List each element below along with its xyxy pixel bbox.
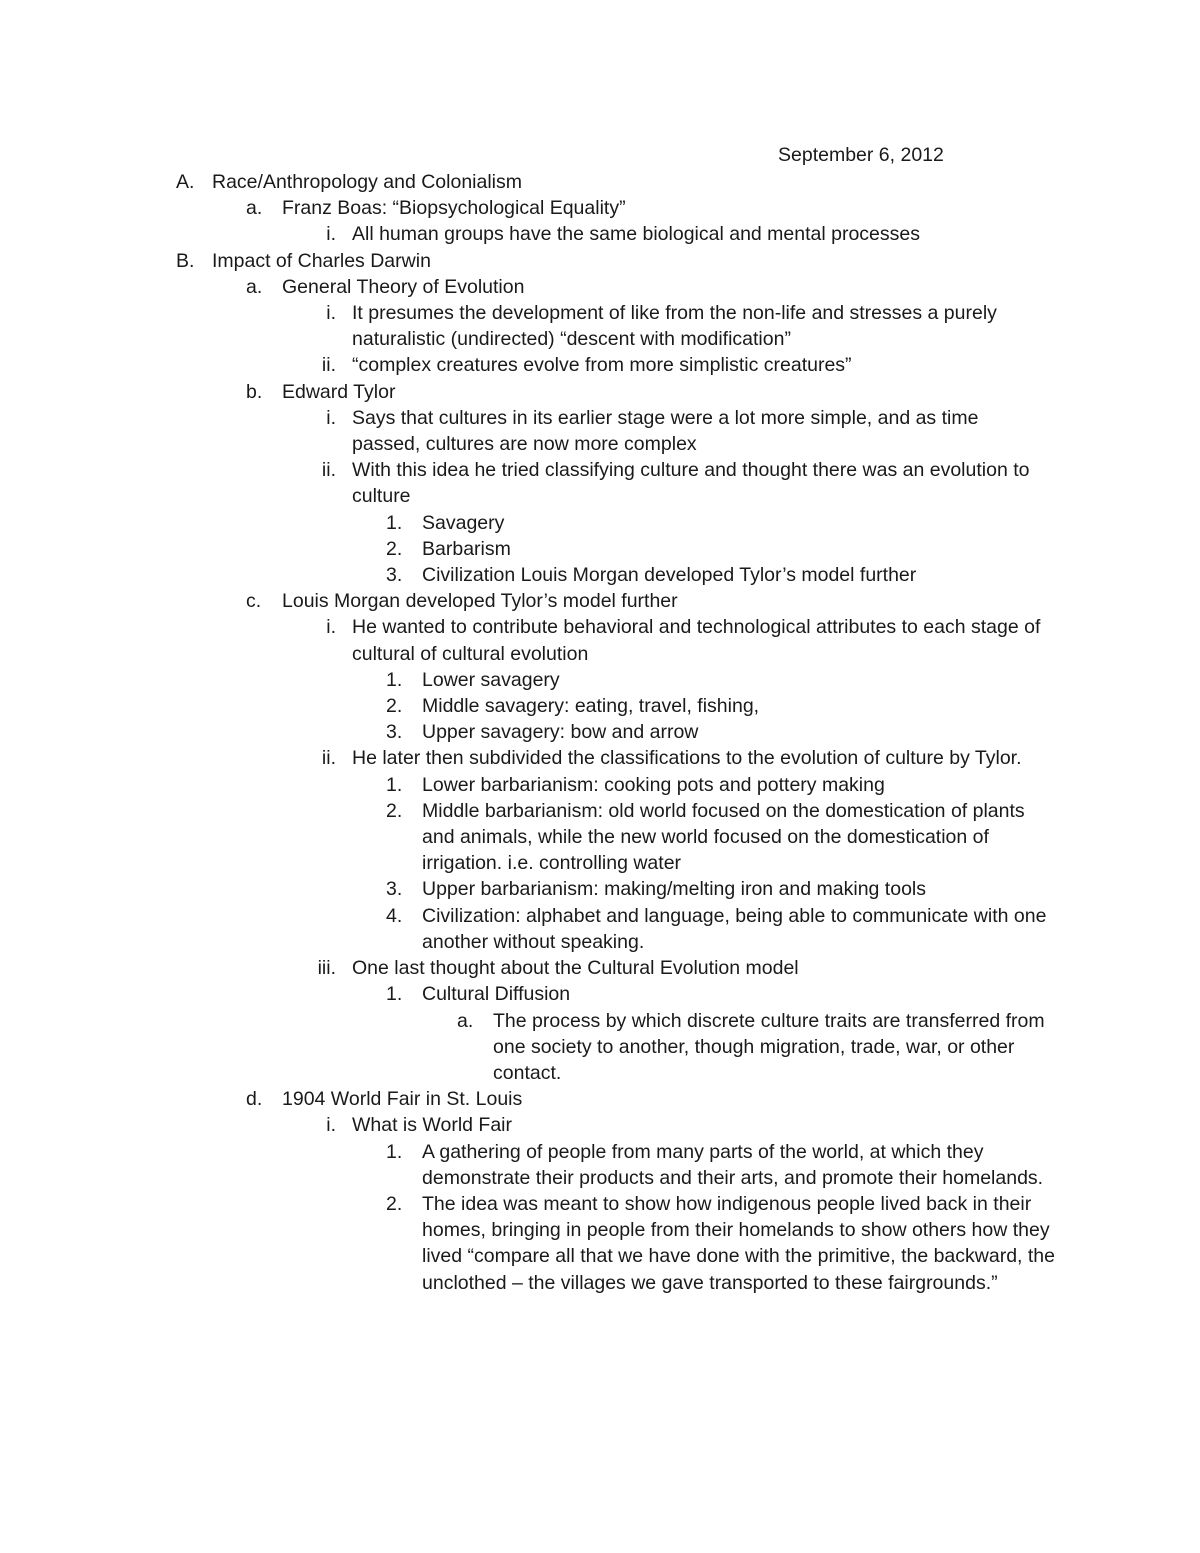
outline-text: Race/Anthropology and Colonialism [212,171,523,193]
notes-outline [0,169,1200,1296]
outline-marker: 1. [386,668,403,691]
outline-text: What is World Fair [352,1114,512,1137]
outline-text: It presumes the development of like from the non-life and stresses a purely naturalistic (undirected) “descent with modification” [352,302,997,351]
outline-text: Middle savagery: eating, travel, fishing, [422,695,760,718]
outline-text: Upper barbarianism: making/melting iron and making tools [422,878,926,901]
outline-marker: i. [326,302,336,325]
outline-text: He wanted to contribute behavioral and technological attributes to each stage of cultural of cultural evolution [352,616,1041,665]
outline-item-level-1 [0,169,1200,195]
outline-marker: 2. [386,799,403,822]
outline-marker: 4. [386,904,403,927]
outline-marker: i. [326,616,336,639]
outline-marker: i. [326,223,336,246]
outline-item-level-4 [0,536,1062,562]
outline-text: Upper savagery: bow and arrow [422,721,699,744]
outline-text: Civilization: alphabet and language, being able to communicate with one another without speaking. [422,904,1047,953]
outline-marker: B. [176,249,195,272]
outline-text: One last thought about the Cultural Evolution model [352,957,799,980]
outline-text: All human groups have the same biological and mental processes [352,223,920,246]
outline-item-level-1 [0,248,1200,274]
outline-text: Says that cultures in its earlier stage were a lot more simple, and as time passed, cultures are now more complex [352,406,979,456]
outline-item-level-3 [0,352,1052,378]
outline-marker: ii. [321,747,336,770]
outline-text: A gathering of people from many parts of the world, at which they demonstrate their products and their arts, and promote their homelands. [422,1140,1044,1189]
outline-item-level-4 [0,1191,1062,1296]
outline-marker: i. [326,406,336,429]
outline-item-level-3 [0,300,1052,352]
outline-text: Civilization Louis Morgan developed Tylor’s model further [422,564,917,587]
outline-marker: iii. [317,957,336,980]
outline-text: Savagery [422,511,505,534]
outline-marker: ii. [321,354,336,377]
outline-item-level-4 [0,719,1062,745]
outline-item-level-4 [0,562,1062,588]
outline-item-level-3 [0,745,1052,771]
outline-marker: 1. [386,773,403,796]
outline-marker: 2. [386,695,403,718]
outline-item-level-4 [0,510,1062,536]
outline-item-level-2 [0,588,1200,614]
outline-marker: 3. [386,721,403,744]
outline-marker: a. [246,275,263,298]
outline-item-level-4 [0,981,1062,1007]
outline-text: Barbarism [422,537,511,560]
outline-item-level-2 [0,1086,1200,1112]
outline-text: Cultural Diffusion [422,983,571,1006]
outline-marker: a. [457,1009,474,1032]
outline-marker: a. [246,197,263,220]
outline-text: 1904 World Fair in St. Louis [282,1088,523,1111]
outline-marker: 3. [386,878,403,901]
outline-item-level-2 [0,195,1200,221]
outline-item-level-3 [0,405,1052,457]
outline-marker: 1. [386,1140,403,1163]
outline-marker: 1. [386,511,403,534]
outline-text: Edward Tylor [282,380,396,403]
outline-text: “complex creatures evolve from more simplistic creatures” [352,354,852,377]
outline-item-level-3 [0,614,1052,666]
outline-marker: 1. [386,983,403,1006]
outline-item-level-3 [0,221,1052,247]
outline-item-level-5 [0,1008,1063,1087]
document-date: September 6, 2012 [778,144,944,166]
outline-item-level-2 [0,274,1200,300]
outline-item-level-4 [0,667,1062,693]
outline-item-level-4 [0,772,1062,798]
outline-item-level-4 [0,1139,1062,1191]
outline-marker: i. [326,1114,336,1137]
outline-marker: 2. [386,537,403,560]
outline-text: Impact of Charles Darwin [212,249,431,272]
outline-text: With this idea he tried classifying culture and thought there was an evolution to culture [352,459,1030,508]
outline-marker: ii. [321,459,336,482]
outline-marker: c. [246,590,262,613]
outline-marker: A. [176,171,195,193]
outline-marker: b. [246,380,263,403]
outline-text: Lower barbarianism: cooking pots and pottery making [422,773,885,796]
outline-marker: d. [246,1088,263,1111]
outline-item-level-4 [0,798,1062,877]
outline-marker: 2. [386,1192,403,1215]
outline-item-level-4 [0,876,1062,902]
outline-text: The idea was meant to show how indigenous people lived back in their homes, bringing in people from their homelands to show others how they lived “compare all that we have done with the primitive, the backward, the unclothed – the villages we gave transported to these fairgrounds.” [422,1192,1055,1294]
outline-text: The process by which discrete culture traits are transferred from one society to another, though migration, trade, war, or other contact. [493,1009,1045,1084]
outline-item-level-4 [0,903,1062,955]
outline-text: Louis Morgan developed Tylor’s model further [282,590,678,613]
outline-text: Lower savagery [422,668,560,691]
outline-item-level-4 [0,693,1062,719]
outline-item-level-3 [0,955,1052,981]
outline-marker: 3. [386,564,403,587]
outline-item-level-3 [0,457,1052,509]
outline-text: Franz Boas: “Biopsychological Equality” [282,197,626,220]
outline-item-level-3 [0,1112,1052,1138]
outline-text: Middle barbarianism: old world focused on the domestication of plants and animals, while the new world focused on the domestication of irrigation. i.e. controlling water [422,799,1025,875]
outline-text: General Theory of Evolution [282,275,525,298]
outline-text: He later then subdivided the classifications to the evolution of culture by Tylor. [352,747,1022,770]
outline-item-level-2 [0,379,1200,405]
